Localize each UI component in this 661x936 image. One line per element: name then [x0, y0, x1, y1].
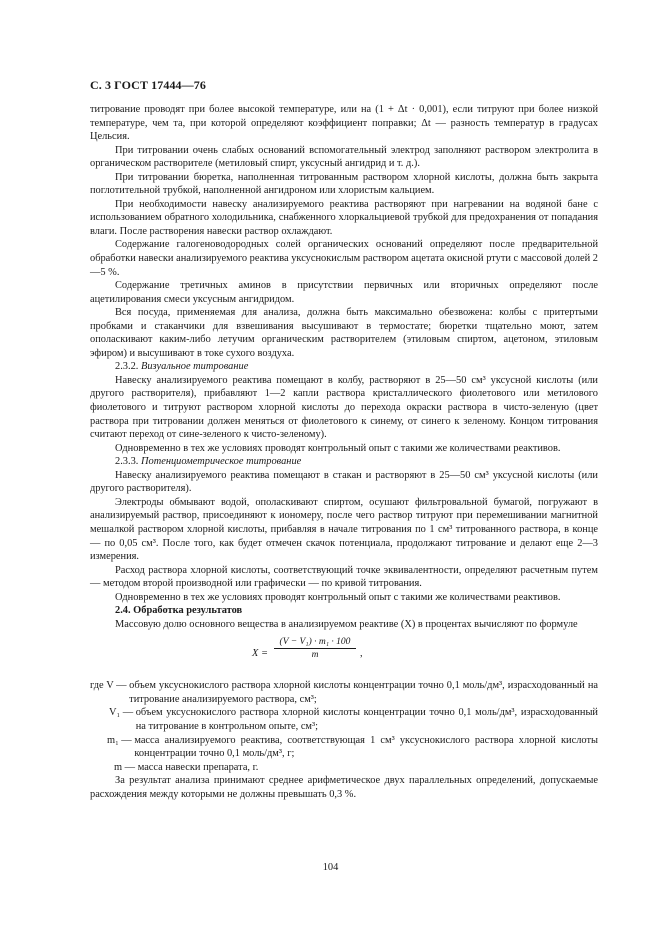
paragraph: Одновременно в тех же условиях проводят контрольный опыт с такими же количествами реактивов.: [115, 591, 561, 603]
document-page: [90, 78, 598, 801]
definition-text: объем уксуснокислого раствора хлорной кислоты концентрации точно 0,1 моль/дм³, израсходованный на титрование в контрольном опыте, см³;: [135, 707, 598, 732]
paragraph: При титровании очень слабых оснований вспомогательный электрод заполняют раствором электролита в органическом растворителе (метиловый спирт, уксусный ангидрид и т. д.).: [90, 144, 598, 170]
paragraph-continuation: титрование проводят при более высокой температуре, или на (1 + Δt · 0,001), если титруют при более низкой температуре, чем та, при которой определяют коэффициент поправки; Δt — разность температур в градусах Цельсия.: [90, 104, 598, 143]
formula-lhs: X =: [252, 648, 268, 660]
paragraph: Одновременно в тех же условиях проводят контрольный опыт с такими же количествами реактивов.: [115, 442, 561, 454]
paragraph: Расход раствора хлорной кислоты, соответствующий точке эквивалентности, определяют расчетным путем — методом второй производной или графически — по кривой титрования.: [90, 564, 598, 590]
definition-text: масса навески препарата, г.: [137, 761, 259, 773]
formula-numerator: (V − V₁) · m₁ · 100: [279, 637, 351, 648]
formula-denominator: m: [311, 650, 319, 661]
definition-text: масса анализируемого реактива, соответствующая 1 см³ уксуснокислого раствора хлорной кислоты концентрации точно 0,1 моль/дм³, г;: [134, 734, 598, 760]
subsection-title: Потенциометрическое титрование: [141, 456, 302, 468]
page-header: С. 3 ГОСТ 17444—76: [90, 78, 206, 92]
definition-item: [90, 679, 598, 706]
definition-symbol: m —: [114, 761, 136, 773]
definition-item: [90, 706, 598, 733]
formula-intro: Массовую долю основного вещества в анализируемом реактиве (X) в процентах вычисляют по формуле: [115, 618, 578, 630]
subsection-heading-2-3-3: [90, 455, 598, 469]
paragraph: Навеску анализируемого реактива помещают в колбу, растворяют в 25—50 см³ уксусной кислоты (или другого растворителя), прибавляют 1—2 капли раствора кристаллического фиолетового или метилового фиолетового и титруют раствором хлорной кислоты до перехода окраски раствора в чисто-зеленую (цвет раствора при титровании должен меняться от фиолетового к синему, от синего к зеленому. Концом титрования считают переход от сине-зеленого к чисто-зеленому).: [90, 374, 598, 441]
definition-text: объем уксуснокислого раствора хлорной кислоты концентрации точно 0,1 моль/дм³, израсходованный на титрование анализируемого раствора, см³;: [129, 680, 598, 705]
paragraph: Электроды обмывают водой, ополаскивают спиртом, осушают фильтровальной бумагой, погружают в анализируемый раствор, присоединяют к иономеру, после чего раствор титруют при перемешивании магнитной мешалкой раствором хлорной кислоты, прибавляя в начале титрования по 1 см³ титрованного раствора, в конце — по 0,05 см³. После того, как будет отмечен скачок потенциала, продолжают титрование и делают еще 2—3 измерения.: [90, 496, 598, 563]
paragraph: Вся посуда, применяемая для анализа, должна быть максимально обезвожена: колбы с притертыми пробками и стаканчики для взвешивания высушивают в термостате; бюретки тщательно моют, затем ополаскивают каким-либо летучим органическим растворителем (этиловым спиртом, ацетоном, этиловым эфиром) и высушивают в токе сухого воздуха.: [90, 307, 598, 359]
section-heading-2-4: 2.4. Обработка результатов: [115, 605, 243, 617]
formula-tail: ,: [360, 648, 363, 660]
subsection-title: Визуальное титрование: [141, 361, 249, 373]
paragraph: Содержание галогеноводородных солей органических оснований определяют после предварительной обработки навески анализируемого реактива уксуснокислым раствором ацетата окисной ртути с массовой долей 2—5 %.: [90, 239, 598, 278]
conclusion-paragraph: За результат анализа принимают среднее арифметическое двух параллельных определений, допускаемые расхождения между которыми не должны превышать 0,3 %.: [90, 775, 598, 800]
definition-item: [90, 761, 598, 775]
subsection-number: 2.3.3.: [115, 456, 139, 468]
definition-symbol: где V —: [90, 680, 127, 692]
variable-definitions: [90, 679, 598, 774]
page-number: 104: [322, 862, 339, 873]
definition-symbol: V₁ —: [109, 707, 134, 719]
formula-fraction: [272, 637, 358, 660]
definition-item: [90, 734, 598, 761]
definition-symbol: m₁ —: [107, 734, 132, 746]
paragraph: При необходимости навеску анализируемого реактива растворяют при нагревании на водяной бане с использованием обратного холодильника, снабженного хлоркальциевой трубкой для предохранения от попадания влаги. После растворения навески раствор охлаждают.: [90, 198, 598, 237]
paragraph: Навеску анализируемого реактива помещают в стакан и растворяют в 25—50 см³ уксусной кислоты (или другого растворителя).: [90, 469, 598, 495]
formula: [90, 635, 598, 675]
paragraph: При титровании бюретка, наполненная титрованным раствором хлорной кислоты, должна быть закрыта поглотительной трубкой, наполненной ангидроном или хлористым кальцием.: [90, 171, 598, 197]
subsection-heading-2-3-2: [90, 360, 598, 374]
subsection-number: 2.3.2.: [115, 361, 139, 373]
paragraph: Содержание третичных аминов в присутствии первичных или вторичных определяют после ацетилирования смеси уксусным ангидридом.: [90, 280, 598, 305]
